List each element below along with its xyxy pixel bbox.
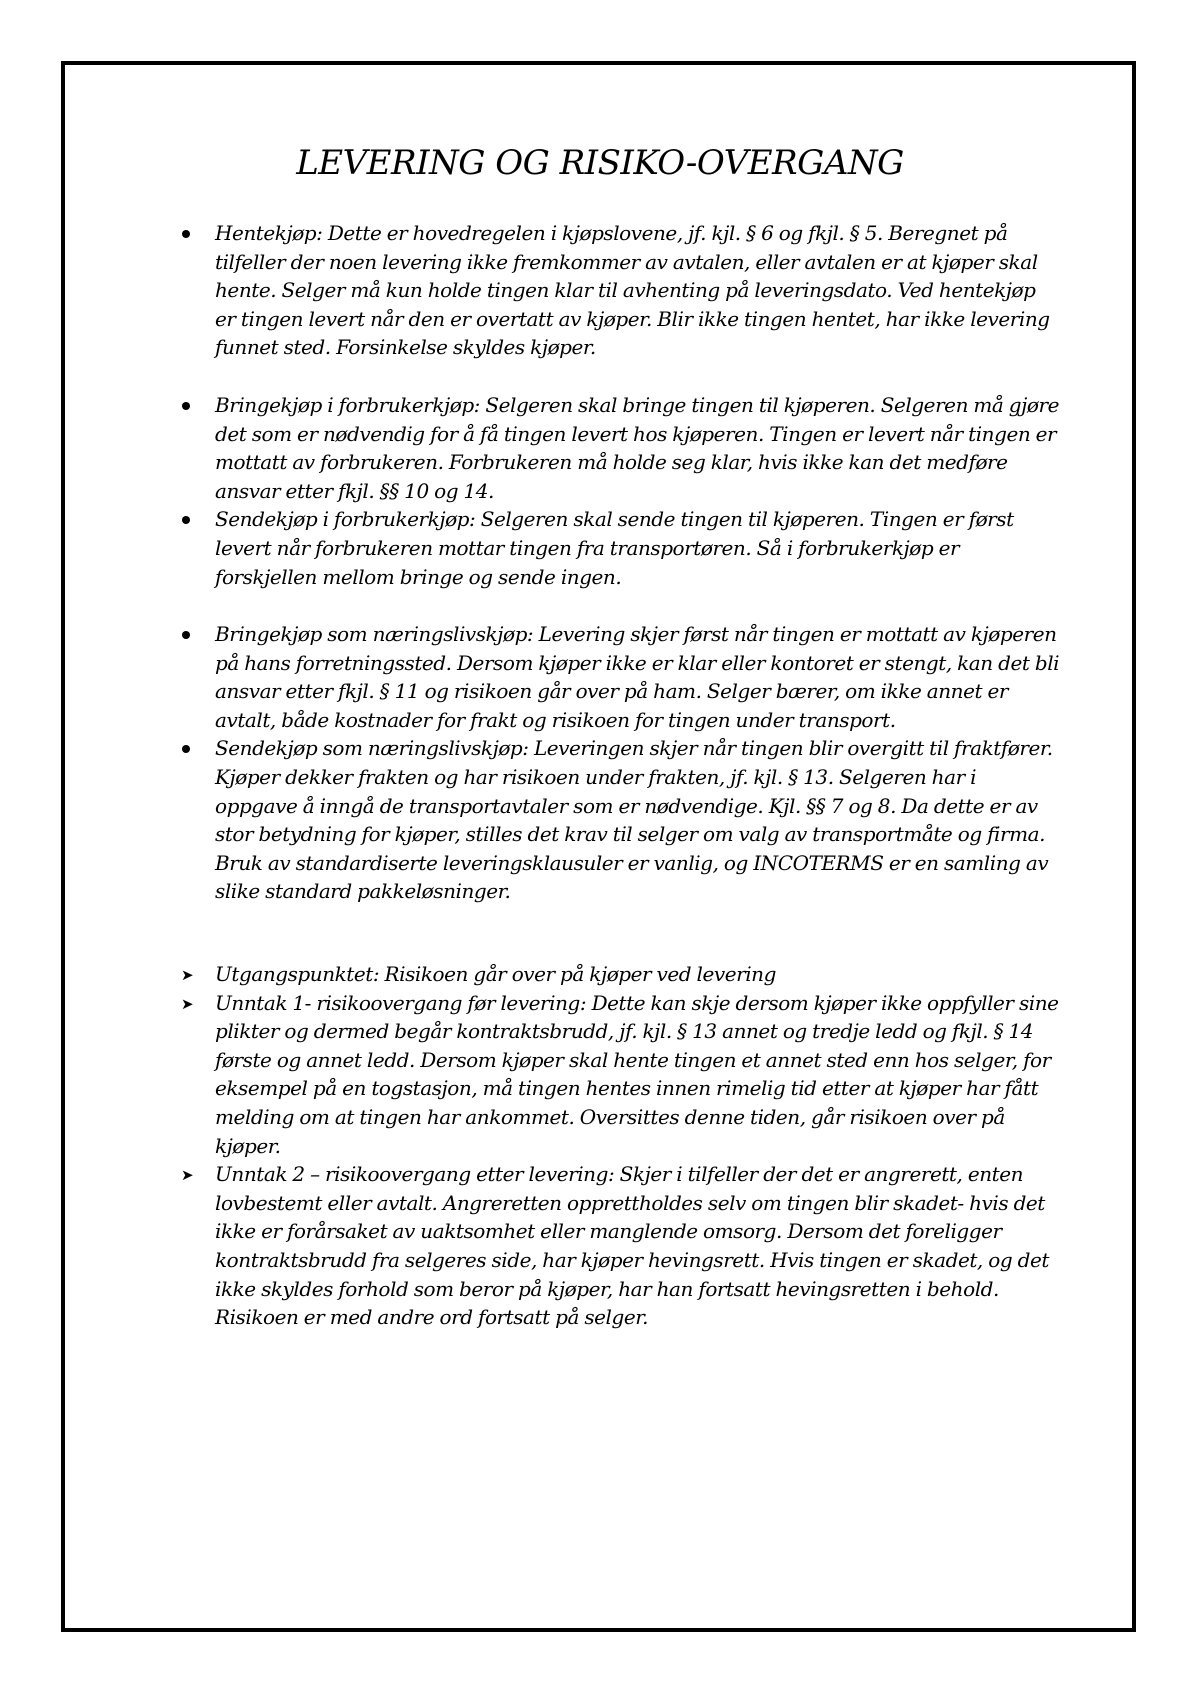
list-item <box>180 960 1060 989</box>
bullet-icon <box>182 402 190 410</box>
bullet-list-naeringslivskjop <box>180 620 1060 906</box>
list-item-text: Hentekjøp: Dette er hovedregelen i kjøpslovene, jf. kjl. § 6 og fkjl. § 5. Beregnet på tilfeller der noen levering ikke fremkommer av avtalen, eller avtalen er at kjøper skal hente. Selger må kun holde tingen klar til avhenting på leveringsdato. Ved hentekjøp er tingen levert når den er overtatt av kjøper. Blir ikke tingen hentet, har ikke levering funnet sted. Forsinkelse skyldes kjøper. <box>215 221 1050 360</box>
bullet-icon <box>182 230 190 238</box>
list-item <box>180 505 1060 591</box>
bullet-icon <box>182 631 190 639</box>
list-item <box>180 1160 1060 1332</box>
list-item-text: Bringekjøp som næringslivskjøp: Levering skjer først når tingen er mottatt av kjøperen på hans forretningssted. Dersom kjøper ikke er klar eller kontoret er stengt, kan det bli ansvar etter fkjl. § 11 og risikoen går over på ham. Selger bærer, om ikke annet er avtalt, både kostnader for frakt og risikoen for tingen under transport. <box>215 622 1060 732</box>
list-item <box>180 391 1060 505</box>
document-title: LEVERING OG RISIKO-OVERGANG <box>296 143 904 183</box>
list-item-text: Bringekjøp i forbrukerkjøp: Selgeren skal bringe tingen til kjøperen. Selgeren må gjøre det som er nødvendig for å få tingen levert hos kjøperen. Tingen er levert når tingen er mottatt av forbrukeren. Forbrukeren må holde seg klar, hvis ikke kan det medføre ansvar etter fkjl. §§ 10 og 14. <box>215 393 1059 503</box>
bullet-icon <box>182 745 190 753</box>
list-item <box>180 219 1060 362</box>
bullet-icon <box>182 516 190 524</box>
list-item <box>180 989 1060 1161</box>
list-item-text: Sendekjøp som næringslivskjøp: Leveringen skjer når tingen blir overgitt til fraktfører. Kjøper dekker frakten og har risikoen under frakten, jf. kjl. § 13. Selgeren har i oppgave å inngå de transportavtaler som er nødvendige. Kjl. §§ 7 og 8. Da dette er av stor betydning for kjøper, stilles det krav til selger om valg av transportmåte og firma. Bruk av standardiserte leveringsklausuler er vanlig, og INCOTERMS er en samling av slike standard pakkeløsninger. <box>215 736 1053 904</box>
list-item <box>180 620 1060 734</box>
arrow-bullet-icon: ➤ <box>181 1166 194 1185</box>
list-item-text: Utgangspunktet: Risikoen går over på kjøper ved levering <box>215 962 776 986</box>
list-item-text: Unntak 1- risikoovergang før levering: Dette kan skje dersom kjøper ikke oppfyller sine plikter og dermed begår kontraktsbrudd, jf. kjl. § 13 annet og tredje ledd og fkjl. § 14 første og annet ledd. Dersom kjøper skal hente tingen et annet sted enn hos selger, for eksempel på en togstasjon, må tingen hentes innen rimelig tid etter at kjøper har fått melding om at tingen har ankommet. Oversittes denne tiden, går risikoen over på kjøper. <box>215 990 1059 1158</box>
arrow-bullet-icon: ➤ <box>181 994 194 1013</box>
bullet-list-hentekjop <box>180 219 1060 362</box>
list-item-text: Unntak 2 – risikoovergang etter levering: Skjer i tilfeller der det er angrerett, enten lovbestemt eller avtalt. Angreretten opprettholdes selv om tingen blir skadet- hvis det ikke er forårsaket av uaktsomhet eller manglende omsorg. Dersom det foreligger kontraktsbrudd fra selgeres side, har kjøper hevingsrett. Hvis tingen er skadet, og det ikke skyldes forhold som beror på kjøper, har han fortsatt hevingsretten i behold. Risikoen er med andre ord fortsatt på selger. <box>215 1162 1049 1330</box>
arrow-bullet-icon: ➤ <box>181 966 194 984</box>
list-item <box>180 734 1060 906</box>
list-item-text: Sendekjøp i forbrukerkjøp: Selgeren skal sende tingen til kjøperen. Tingen er først levert når forbrukeren mottar tingen fra transportøren. Så i forbrukerkjøp er forskjellen mellom bringe og sende ingen. <box>215 507 1014 589</box>
bullet-list-forbrukerkjop <box>180 391 1060 591</box>
bullet-list-risikoovergang <box>180 960 1060 1332</box>
